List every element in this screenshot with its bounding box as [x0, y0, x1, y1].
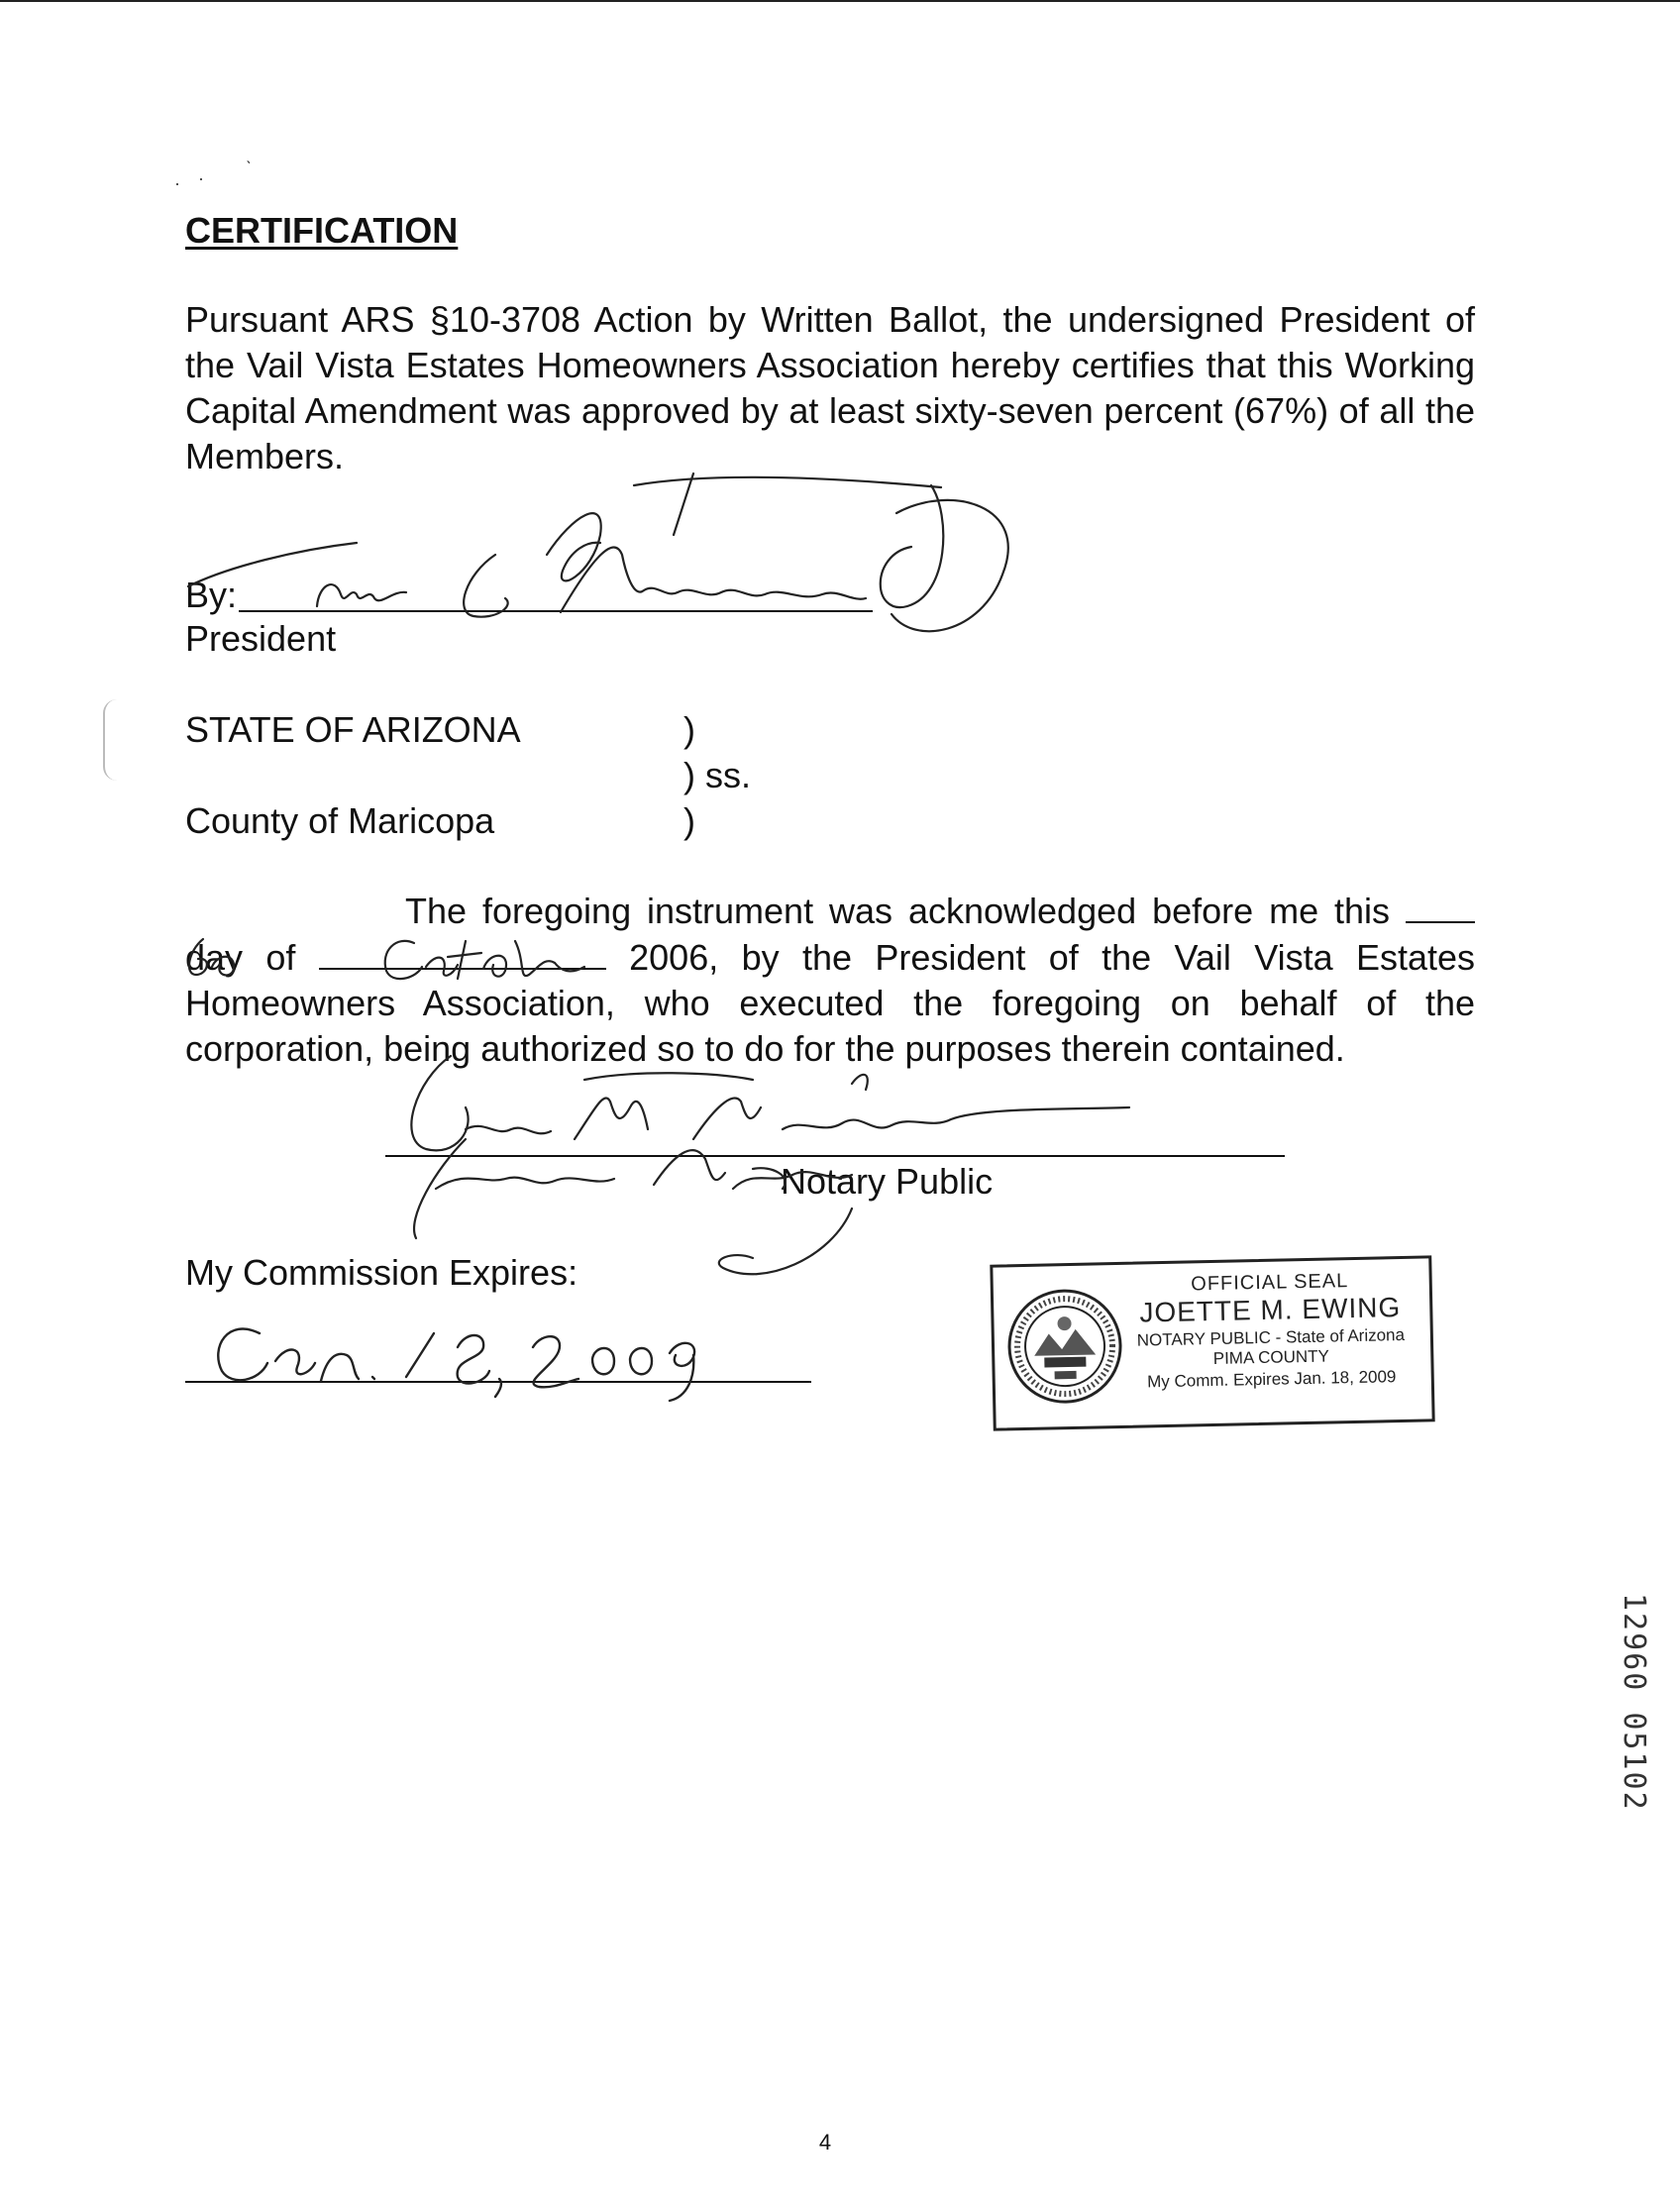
seal-state-line: NOTARY PUBLIC - State of Arizona	[1136, 1324, 1406, 1350]
venue-state: STATE OF ARIZONA	[185, 709, 521, 750]
seal-text-block	[1112, 1268, 1429, 1393]
month-blank	[319, 934, 606, 970]
venue-county: County of Maricopa	[185, 800, 495, 841]
scan-speck: ˋ	[246, 158, 252, 178]
president-signature	[188, 473, 1008, 631]
certification-heading: CERTIFICATION	[185, 210, 459, 251]
by-line	[185, 573, 237, 618]
seal-expiration: My Comm. Expires Jan. 18, 2009	[1146, 1367, 1397, 1392]
scan-speck: ·	[174, 173, 180, 193]
venue-ss: ) ss.	[683, 755, 751, 795]
seal-county: PIMA COUNTY	[1212, 1346, 1330, 1368]
ack-day-of: day of	[185, 937, 296, 978]
commission-date-line	[185, 1381, 811, 1383]
seal-notary-name: JOETTE M. EWING	[1139, 1292, 1402, 1328]
day-blank	[1406, 888, 1475, 923]
margin-bracket-mark	[103, 699, 127, 781]
president-label: President	[185, 618, 337, 659]
handwritten-commission-date	[218, 1329, 694, 1401]
notary-signature-line	[385, 1155, 1285, 1157]
venue-paren: )	[683, 800, 695, 841]
acknowledgment-paragraph	[185, 888, 1475, 1072]
page-number: 4	[818, 2130, 832, 2155]
by-label: By:	[185, 575, 238, 615]
scan-top-edge	[0, 0, 1680, 2]
commission-expires-label: My Commission Expires:	[185, 1252, 578, 1293]
ack-text-1: The foregoing instrument was acknowledged before me this	[405, 891, 1391, 931]
arizona-seal-emblem-icon	[1003, 1285, 1127, 1409]
president-signature-line	[239, 610, 873, 612]
scan-speck: ·	[198, 168, 204, 188]
certification-paragraph: Pursuant ARS §10-3708 Action by Written Ballot, the undersigned President of the Vail Vista Estates Homeowners Association hereby certifies that this Working Capital Amendment was approved by at least sixty-seven percent (67%) of all the Members.	[185, 299, 1475, 476]
recording-number: 12960 05102	[1617, 1593, 1651, 1812]
notary-seal-stamp	[990, 1255, 1434, 1430]
ack-text-2: 2006, by the President of the Vail Vista Estates Homeowners Association, who executed the foregoing on behalf of the corporation, being authorized so to do for the purposes therein contained.	[185, 937, 1476, 1069]
notary-public-label: Notary Public	[781, 1161, 994, 1202]
venue-paren: )	[683, 709, 695, 750]
seal-title: OFFICIAL SEAL	[1191, 1270, 1349, 1296]
